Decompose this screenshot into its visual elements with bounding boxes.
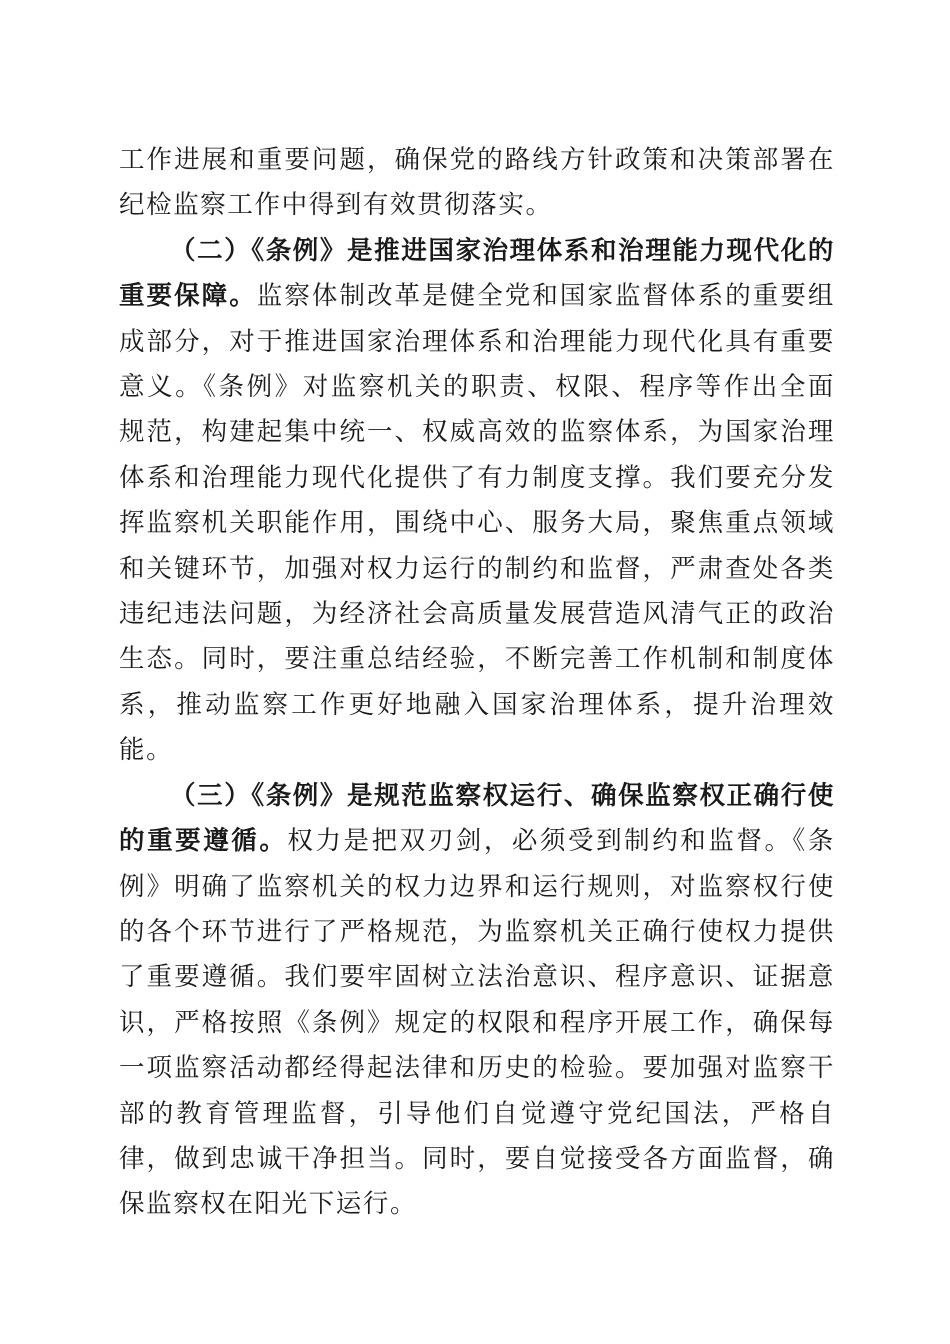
paragraph-body: 权力是把双刃剑，必须受到制约和监督。《条例》明确了监察机关的权力边界和运行规则，对监察权行使的各个环节进行了严格规范，为监察机关正确行使权力提供了重要遵循。我们要牢固树立法治意识、程序意识、证据意识，严格按照《条例》规定的权限和程序开展工作，确保每一项监察活动都经得起法律和历史的检验。要加强对监察干部的教育管理监督，引导他们自觉遵守党纪国法，严格自律，做到忠诚干净担当。同时，要自觉接受各方面监督，确保监察权在阳光下运行。 (119, 826, 835, 1220)
paragraph-body: 工作进展和重要问题，确保党的路线方针政策和决策部署在纪检监察工作中得到有效贯彻落实。 (119, 145, 835, 221)
paragraph-continuation (119, 138, 835, 229)
paragraph-body: 监察体制改革是健全党和国家监督体系的重要组成部分，对于推进国家治理体系和治理能力现代化具有重要意义。《条例》对监察机关的职责、权限、程序等作出全面规范，构建起集中统一、权威高效的监察体系，为国家治理体系和治理能力现代化提供了有力制度支撑。我们要充分发挥监察机关职能作用，围绕中心、服务大局，聚焦重点领域和关键环节，加强对权力运行的制约和监督，严肃查处各类违纪违法问题，为经济社会高质量发展营造风清气正的政治生态。同时，要注重总结经验，不断完善工作机制和制度体系，推动监察工作更好地融入国家治理体系，提升治理效能。 (119, 281, 835, 766)
section-heading-3: （三）《条例》是规范监察权运行、确保监察权正确行使的重要遵循。 (119, 780, 835, 857)
document-page (119, 138, 835, 1228)
paragraph-section-2 (119, 229, 835, 774)
section-heading-2: （二）《条例》是推进国家治理体系和治理能力现代化的重要保障。 (119, 235, 835, 312)
paragraph-section-3 (119, 774, 835, 1228)
